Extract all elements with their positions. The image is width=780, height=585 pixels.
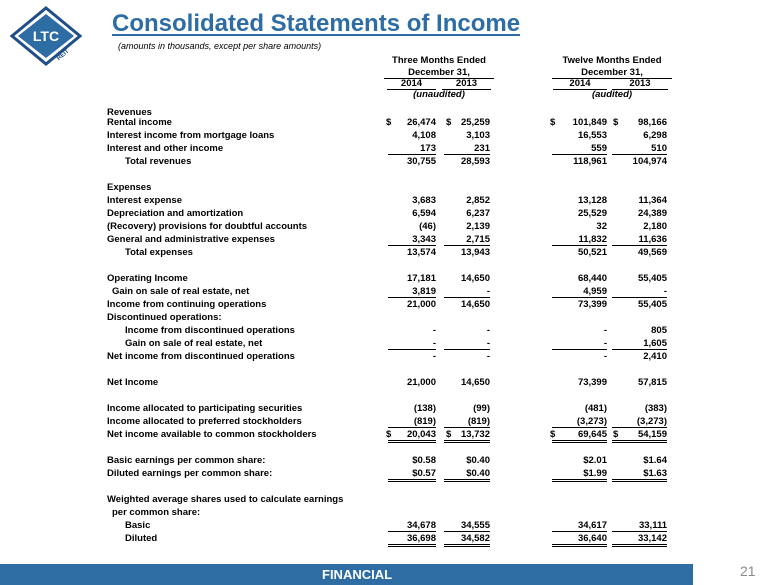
value-cell: $0.58 [412,455,436,466]
table-row [0,429,780,441]
table-row [0,195,780,207]
value-cell: 26,474 [406,117,436,128]
value-cell: 55,405 [637,299,667,310]
table-row [0,520,780,532]
table-row [0,377,780,389]
value-cell: - [486,351,490,362]
currency-symbol: $ [613,429,619,440]
row-label: Interest expense [107,195,182,206]
table-row [0,182,780,194]
value-cell: 2,410 [643,351,667,362]
table-row [0,455,780,467]
value-cell: 68,440 [577,273,607,284]
currency-symbol: $ [446,429,452,440]
header-twelve-months: Twelve Months Ended [562,55,662,66]
table-row [0,273,780,285]
value-cell: 33,111 [612,520,667,532]
table-row [0,507,780,519]
value-cell: (3,273) [552,416,607,428]
value-cell: $1.63 [612,468,667,482]
value-cell: 33,142 [612,533,667,547]
value-cell: 25,529 [577,208,607,219]
page-subtitle: (amounts in thousands, except per share amounts) [118,41,322,51]
row-label: Basic earnings per common share: [107,455,266,466]
value-cell: - [552,338,607,350]
table-row [0,312,780,324]
value-cell: 50,521 [577,247,607,258]
value-cell: 104,974 [632,156,667,167]
value-cell: (99) [473,403,490,414]
value-cell: 1,605 [612,338,667,350]
value-cell: 6,237 [466,208,490,219]
value-cell: 69,645 [552,429,607,443]
row-label: Discontinued operations: [107,312,222,323]
value-cell: $2.01 [583,455,607,466]
value-cell: 21,000 [406,377,436,388]
value-cell: 98,166 [637,117,667,128]
value-cell: 25,259 [460,117,490,128]
value-cell: (819) [444,416,490,428]
table-row [0,143,780,155]
value-cell: 2,180 [643,221,667,232]
table-row [0,468,780,480]
value-cell: $0.40 [444,468,490,482]
row-label: Income allocated to participating securities [107,403,303,414]
row-label: Interest income from mortgage loans [107,130,275,141]
table-row [0,403,780,415]
value-cell: 73,399 [577,377,607,388]
row-label: Rental income [107,117,172,128]
value-cell: 2,852 [466,195,490,206]
table-row [0,416,780,428]
value-cell: 16,553 [577,130,607,141]
value-cell: 118,961 [573,156,607,167]
table-row [0,221,780,233]
value-cell: 11,364 [638,195,667,206]
row-label: General and administrative expenses [107,234,275,245]
logo-text: LTC [32,28,60,44]
value-cell: 805 [651,325,667,336]
table-row [0,208,780,220]
table-row [0,533,780,545]
table-row [0,442,780,454]
value-cell: - [603,351,607,362]
value-cell: (383) [644,403,667,414]
value-cell: 14,650 [460,299,490,310]
value-cell: (481) [584,403,607,414]
header-year-3: 2014 [553,78,607,90]
row-label: Interest and other income [107,143,224,154]
value-cell: $1.99 [552,468,607,482]
value-cell: 49,569 [637,247,667,258]
row-label: Net income from discontinued operations [107,351,295,362]
row-label: Income from discontinued operations [125,325,295,336]
value-cell: - [444,286,490,298]
row-label: Weighted average shares used to calculate earnings [107,494,344,505]
row-label: Net Income [107,377,159,388]
row-label: (Recovery) provisions for doubtful accounts [107,221,308,232]
footer-bar [0,564,693,585]
value-cell: 11,832 [552,234,607,246]
value-cell: 6,298 [643,130,667,141]
value-cell: 13,128 [577,195,607,206]
row-label: per common share: [112,507,201,518]
table-row [0,117,780,129]
value-cell: - [603,325,607,336]
header-audited: (audited) [591,89,633,100]
footer-label: FINANCIAL [322,567,393,582]
value-cell: 55,405 [637,273,667,284]
value-cell: (138) [413,403,436,414]
value-cell: 54,159 [612,429,667,443]
value-cell: 2,139 [466,221,490,232]
header-unaudited: (unaudited) [413,89,465,100]
value-cell: $0.57 [388,468,436,482]
table-row [0,169,780,181]
logo-subtext: REIT [56,48,71,62]
row-label: Diluted [125,533,158,544]
table-row [0,325,780,337]
value-cell: - [444,338,490,350]
value-cell: 28,593 [460,156,490,167]
value-cell: - [486,325,490,336]
value-cell: 32 [596,221,607,232]
value-cell: 30,755 [406,156,436,167]
value-cell: 3,343 [388,234,436,246]
value-cell: - [432,351,436,362]
row-label: Revenues [107,107,152,118]
row-label: Expenses [107,182,152,193]
value-cell: 231 [444,143,490,155]
value-cell: 559 [552,143,607,155]
value-cell: $1.64 [643,455,667,466]
company-logo [8,6,88,66]
value-cell: 24,389 [637,208,667,219]
value-cell: 21,000 [406,299,436,310]
row-label: Diluted earnings per common share: [107,468,273,479]
value-cell: 13,943 [460,247,490,258]
value-cell: 34,617 [552,520,607,532]
row-label: Depreciation and amortization [107,208,244,219]
table-row [0,286,780,298]
currency-symbol: $ [386,429,392,440]
table-row [0,299,780,311]
value-cell: 3,103 [466,130,490,141]
value-cell: 11,636 [612,234,667,246]
value-cell: 20,043 [388,429,436,443]
page-number: 21 [740,563,756,579]
value-cell: 3,683 [412,195,436,206]
table-row [0,234,780,246]
row-label: Income allocated to preferred stockholders [107,416,302,427]
value-cell: 34,555 [444,520,490,532]
value-cell: 14,650 [460,377,490,388]
row-label: Total expenses [125,247,193,258]
currency-symbol: $ [550,117,556,128]
table-row [0,247,780,259]
value-cell: 73,399 [577,299,607,310]
row-label: Gain on sale of real estate, net [112,286,250,297]
table-row [0,390,780,402]
value-cell: 34,582 [444,533,490,547]
header-date-twelve: December 31, [552,67,672,79]
table-row [0,494,780,506]
value-cell: 6,594 [412,208,436,219]
value-cell: - [432,325,436,336]
table-row [0,351,780,363]
value-cell: 510 [612,143,667,155]
currency-symbol: $ [446,117,452,128]
value-cell: - [612,286,667,298]
value-cell: 14,650 [460,273,490,284]
header-year-2: 2013 [442,78,491,90]
value-cell: 101,849 [572,117,607,128]
value-cell: $0.40 [466,455,490,466]
header-year-4: 2013 [612,78,668,90]
row-label: Basic [125,520,151,531]
currency-symbol: $ [386,117,392,128]
value-cell: 13,732 [444,429,490,443]
value-cell: 13,574 [406,247,436,258]
row-label: Total revenues [125,156,192,167]
value-cell: 4,959 [552,286,607,298]
value-cell: 36,698 [388,533,436,547]
header-year-1: 2014 [387,78,436,90]
table-row [0,481,780,493]
value-cell: 2,715 [444,234,490,246]
value-cell: 17,181 [406,273,436,284]
header-date-three: December 31, [384,67,494,79]
value-cell: 4,108 [412,130,436,141]
row-label: Net income available to common stockholders [107,429,317,440]
value-cell: 173 [388,143,436,155]
table-row [0,338,780,350]
row-label: Income from continuing operations [107,299,267,310]
header-three-months: Three Months Ended [392,55,486,66]
currency-symbol: $ [613,117,619,128]
value-cell: (3,273) [612,416,667,428]
value-cell: 57,815 [637,377,667,388]
table-row [0,260,780,272]
value-cell: 34,678 [388,520,436,532]
value-cell: - [388,338,436,350]
table-row [0,364,780,376]
row-label: Gain on sale of real estate, net [125,338,263,349]
table-row [0,130,780,142]
page-title: Consolidated Statements of Income [112,10,521,37]
value-cell: (46) [419,221,436,232]
value-cell: (819) [388,416,436,428]
row-label: Operating Income [107,273,188,284]
value-cell: 3,819 [388,286,436,298]
currency-symbol: $ [550,429,556,440]
value-cell: 36,640 [552,533,607,547]
table-row [0,156,780,168]
